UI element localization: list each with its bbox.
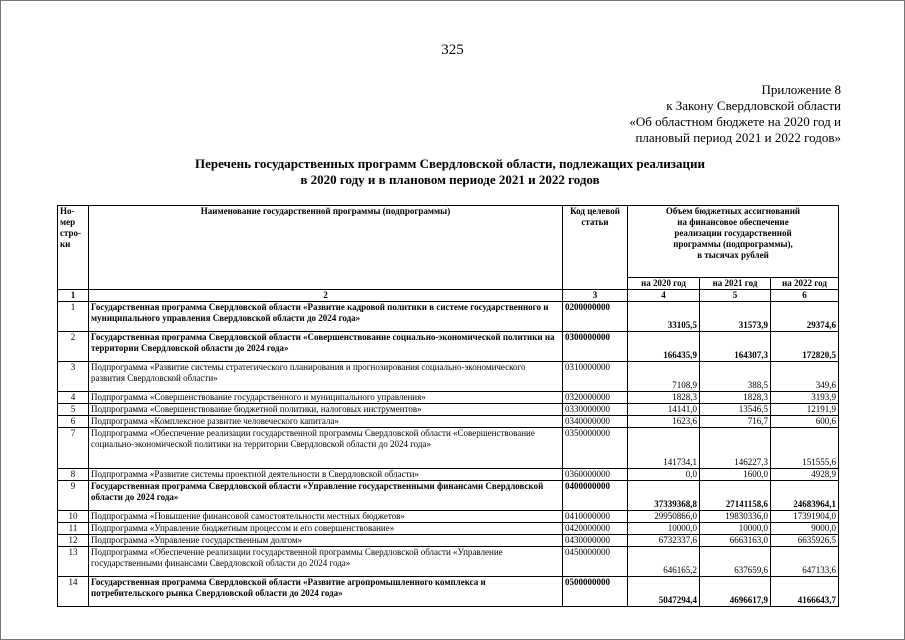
column-number: 5 (700, 290, 771, 302)
appendix-line-2: к Закону Свердловской области (666, 98, 841, 113)
amount-2020: 37339368,8 (628, 481, 700, 511)
amount-2020: 6732337,6 (628, 535, 700, 547)
program-name: Подпрограмма «Обеспечение реализации государственной программы Свердловской области «Управление государственными финансами Свердловской области до 2024 года» (89, 547, 563, 577)
column-number: 1 (58, 290, 89, 302)
row-number: 11 (58, 523, 89, 535)
row-number: 6 (58, 416, 89, 428)
amount-2021: 1600,0 (700, 469, 771, 481)
table-row (58, 469, 839, 481)
row-number: 7 (58, 428, 89, 469)
table-row (58, 535, 839, 547)
program-name: Подпрограмма «Развитие системы проектной деятельности в Свердловской области» (89, 469, 563, 481)
amount-2022: 6635926,5 (771, 535, 839, 547)
amount-2021: 146227,3 (700, 428, 771, 469)
programs-table (57, 205, 839, 607)
program-name: Подпрограмма «Комплексное развитие человеческого капитала» (89, 416, 563, 428)
row-number: 8 (58, 469, 89, 481)
row-number: 10 (58, 511, 89, 523)
table-row (58, 547, 839, 577)
amount-2020: 14141,0 (628, 404, 700, 416)
amount-2022: 647133,6 (771, 547, 839, 577)
column-number-row (58, 290, 839, 302)
program-name: Подпрограмма «Обеспечение реализации государственной программы Свердловской области «Совершенствование социально-экономической политики на территории Свердловской области до 2024 года» (89, 428, 563, 469)
amount-2021: 19830336,0 (700, 511, 771, 523)
target-code: 0300000000 (563, 332, 628, 362)
appendix-note (629, 82, 841, 146)
target-code: 0330000000 (563, 404, 628, 416)
header-row-number: Но- мер стро- ки (58, 206, 89, 290)
header-target-code: Код целевой статьи (563, 206, 628, 290)
program-name: Государственная программа Свердловской области «Управление государственными финансами Свердловской области до 2024 года» (89, 481, 563, 511)
amount-2022: 24683964,1 (771, 481, 839, 511)
amount-2021: 716,7 (700, 416, 771, 428)
amount-2021: 164307,3 (700, 332, 771, 362)
program-name: Подпрограмма «Совершенствование государственного и муниципального управления» (89, 392, 563, 404)
table-row (58, 362, 839, 392)
table-row (58, 428, 839, 469)
program-name: Подпрограмма «Совершенствование бюджетной политики, налоговых инструментов» (89, 404, 563, 416)
amount-2021: 637659,6 (700, 547, 771, 577)
target-code: 0500000000 (563, 577, 628, 607)
table-row (58, 332, 839, 362)
row-number: 13 (58, 547, 89, 577)
header-year-2020: на 2020 год (628, 278, 700, 290)
table-row (58, 523, 839, 535)
title-line-1: Перечень государственных программ Свердловской области, подлежащих реализации (195, 156, 705, 171)
amount-2020: 29950866,0 (628, 511, 700, 523)
amount-2021: 31573,9 (700, 302, 771, 332)
amount-2021: 27141158,6 (700, 481, 771, 511)
target-code: 0360000000 (563, 469, 628, 481)
amount-2022: 172820,5 (771, 332, 839, 362)
amount-2021: 388,5 (700, 362, 771, 392)
amount-2021: 10000,0 (700, 523, 771, 535)
program-name: Государственная программа Свердловской области «Совершенствование социально-экономической политики на территории Свердловской области до 2024 года» (89, 332, 563, 362)
row-number: 2 (58, 332, 89, 362)
target-code: 0350000000 (563, 428, 628, 469)
amount-2021: 6663163,0 (700, 535, 771, 547)
amount-2022: 12191,9 (771, 404, 839, 416)
amount-2022: 4928,9 (771, 469, 839, 481)
amount-2020: 10000,0 (628, 523, 700, 535)
column-number: 3 (563, 290, 628, 302)
row-number: 9 (58, 481, 89, 511)
row-number: 12 (58, 535, 89, 547)
header-program-name: Наименование государственной программы (подпрограммы) (89, 206, 563, 290)
amount-2021: 13546,5 (700, 404, 771, 416)
amount-2020: 5047294,4 (628, 577, 700, 607)
table-row (58, 577, 839, 607)
row-number: 3 (58, 362, 89, 392)
table-row (58, 416, 839, 428)
program-name: Государственная программа Свердловской области «Развитие агропромышленного комплекса и потребительского рынка Свердловской области до 2024 года» (89, 577, 563, 607)
row-number: 4 (58, 392, 89, 404)
page-number: 325 (441, 42, 464, 58)
row-number: 14 (58, 577, 89, 607)
target-code: 0310000000 (563, 362, 628, 392)
amount-2020: 141734,1 (628, 428, 700, 469)
target-code: 0400000000 (563, 481, 628, 511)
appendix-line-1: Приложение 8 (761, 82, 841, 97)
amount-2022: 29374,6 (771, 302, 839, 332)
document-title (130, 156, 770, 188)
column-number: 4 (628, 290, 700, 302)
target-code: 0200000000 (563, 302, 628, 332)
table-row (58, 404, 839, 416)
amount-2022: 4166643,7 (771, 577, 839, 607)
amount-2022: 349,6 (771, 362, 839, 392)
header-budget-amount: Объем бюджетных ассигнований на финансовое обеспечение реализации государственной программы (подпрограммы), в тысячах рублей (628, 206, 839, 278)
amount-2021: 1828,3 (700, 392, 771, 404)
amount-2022: 600,6 (771, 416, 839, 428)
program-name: Подпрограмма «Управление бюджетным процессом и его совершенствование» (89, 523, 563, 535)
amount-2020: 166435,9 (628, 332, 700, 362)
amount-2022: 3193,9 (771, 392, 839, 404)
table-row (58, 511, 839, 523)
program-name: Государственная программа Свердловской области «Развитие кадровой политики в системе государственного и муниципального управления Свердловской области до 2024 года» (89, 302, 563, 332)
amount-2020: 7108,9 (628, 362, 700, 392)
program-name: Подпрограмма «Развитие системы стратегического планирования и прогнозирования социально-экономического развития Свердловской области» (89, 362, 563, 392)
row-number: 5 (58, 404, 89, 416)
target-code: 0450000000 (563, 547, 628, 577)
target-code: 0430000000 (563, 535, 628, 547)
header-year-2022: на 2022 год (771, 278, 839, 290)
amount-2020: 646165,2 (628, 547, 700, 577)
amount-2022: 17391904,0 (771, 511, 839, 523)
target-code: 0320000000 (563, 392, 628, 404)
amount-2022: 9000,0 (771, 523, 839, 535)
amount-2022: 151555,6 (771, 428, 839, 469)
column-number: 2 (89, 290, 563, 302)
program-name: Подпрограмма «Управление государственным долгом» (89, 535, 563, 547)
table-row (58, 392, 839, 404)
amount-2020: 1623,6 (628, 416, 700, 428)
target-code: 0420000000 (563, 523, 628, 535)
appendix-line-3: «Об областном бюджете на 2020 год и (629, 114, 841, 129)
program-name: Подпрограмма «Повышение финансовой самостоятельности местных бюджетов» (89, 511, 563, 523)
table-row (58, 481, 839, 511)
column-number: 6 (771, 290, 839, 302)
row-number: 1 (58, 302, 89, 332)
amount-2020: 33105,5 (628, 302, 700, 332)
header-year-2021: на 2021 год (700, 278, 771, 290)
amount-2021: 4696617,9 (700, 577, 771, 607)
appendix-line-4: плановый период 2021 и 2022 годов» (635, 130, 841, 145)
amount-2020: 0,0 (628, 469, 700, 481)
table-row (58, 302, 839, 332)
target-code: 0410000000 (563, 511, 628, 523)
title-line-2: в 2020 году и в плановом периоде 2021 и 2022 годов (300, 172, 600, 187)
target-code: 0340000000 (563, 416, 628, 428)
amount-2020: 1828,3 (628, 392, 700, 404)
